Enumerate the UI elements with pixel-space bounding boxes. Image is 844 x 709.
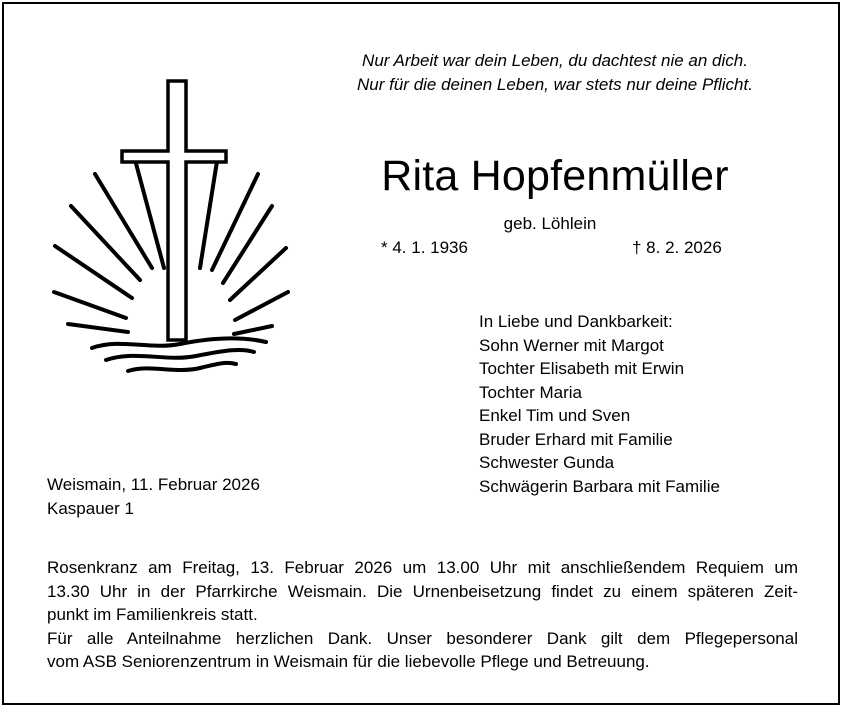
mourners-intro: In Liebe und Dankbarkeit:	[479, 312, 673, 331]
city-date: Weismain, 11. Februar 2026	[47, 475, 260, 494]
place-and-address	[47, 473, 260, 521]
mourner-item: Tochter Elisabeth mit Erwin	[479, 359, 685, 378]
quote-line-1: Nur Arbeit war dein Leben, du dachtest nie an dich.	[362, 51, 748, 70]
service-notice	[47, 556, 798, 674]
notice-line: vom ASB Seniorenzentrum in Weismain für die liebevolle Pflege und Betreuung.	[47, 652, 650, 671]
mourners-list	[479, 310, 720, 498]
notice-line: 13.30 Uhr in der Pfarrkirche Weismain. Die Urnenbeisetzung findet zu einem späteren Zeit-	[47, 581, 798, 601]
address: Kaspauer 1	[47, 499, 134, 518]
mourner-item: Sohn Werner mit Margot	[479, 335, 664, 355]
deceased-name: Rita Hopfenmüller	[381, 152, 729, 200]
notice-line: Für alle Anteilnahme herzlichen Dank. Unser besonderer Dank gilt dem Pflegepersonal	[47, 628, 798, 648]
notice-line: punkt im Familienkreis statt.	[47, 605, 258, 624]
cross-with-sunrays-icon	[40, 78, 300, 378]
mourner-item: Schwester Gunda	[479, 453, 615, 472]
death-date: † 8. 2. 2026	[632, 238, 722, 257]
notice-line: Rosenkranz am Freitag, 13. Februar 2026 um 13.00 Uhr mit anschließendem Requiem um	[47, 558, 798, 577]
mourner-item: Schwägerin Barbara mit Familie	[479, 476, 720, 496]
mourner-item: Enkel Tim und Sven	[479, 406, 631, 425]
mourner-item: Tochter Maria	[479, 382, 582, 402]
maiden-name: geb. Löhlein	[503, 214, 597, 233]
quote-line-2: Nur für die deinen Leben, war stets nur deine Pflicht.	[357, 75, 753, 94]
mourner-item: Bruder Erhard mit Familie	[479, 429, 673, 449]
birth-date: * 4. 1. 1936	[381, 238, 468, 257]
